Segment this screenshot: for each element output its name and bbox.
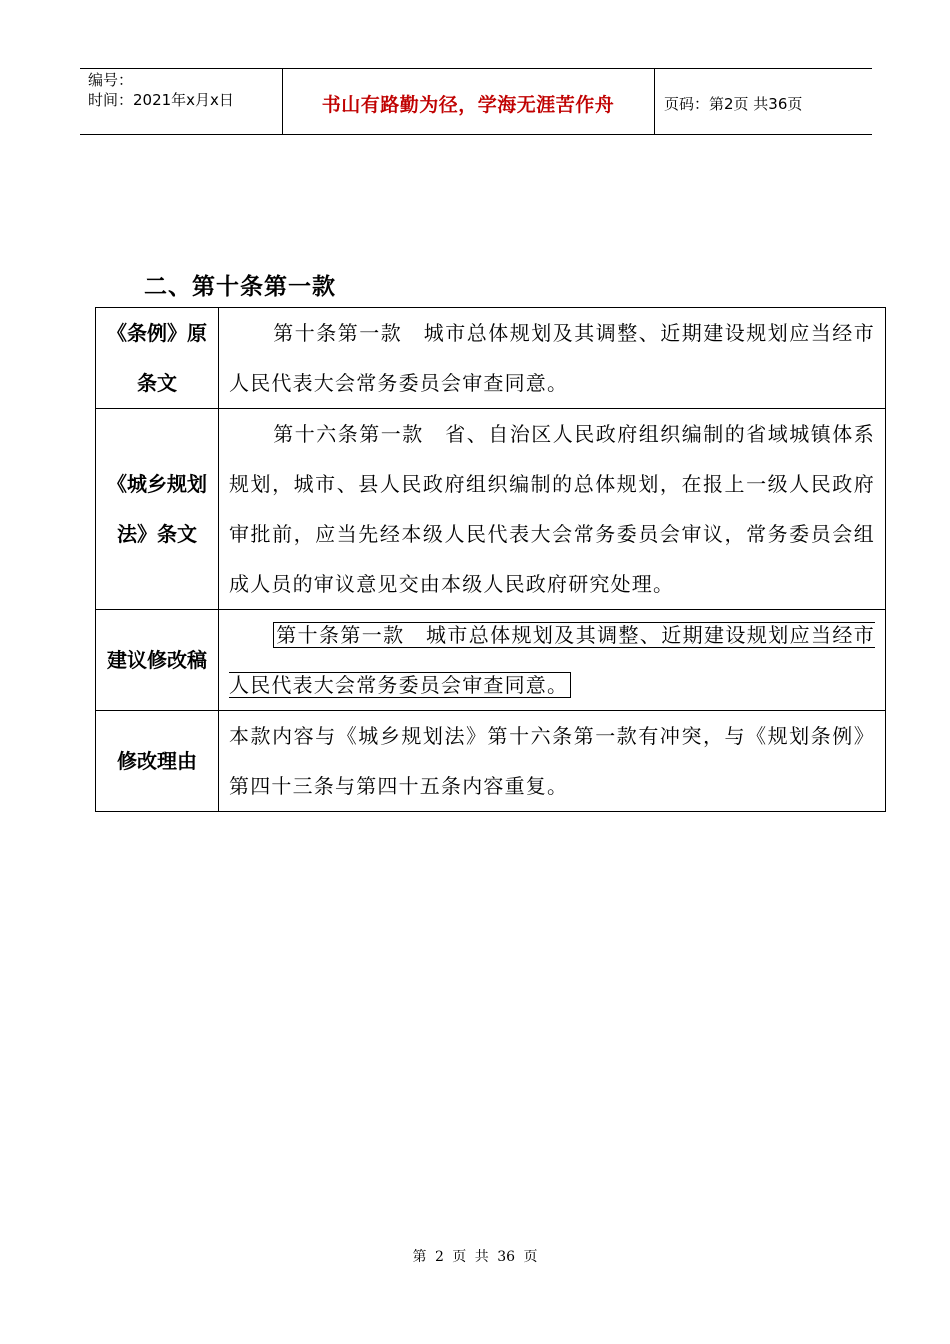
row-text-proposal xyxy=(219,610,886,711)
row-text-law xyxy=(219,409,886,610)
header-rule-top xyxy=(80,68,872,69)
comparison-table xyxy=(95,307,886,812)
header-time-label: 时间：2021年x月x日 xyxy=(88,91,234,109)
section-heading: 二、第十条第一款 xyxy=(144,274,336,300)
table-row-law xyxy=(96,409,886,610)
header-rule-bottom xyxy=(80,134,872,135)
header-number-label: 编号： xyxy=(88,71,134,89)
page-footer: 第 2 页 共 36 页 xyxy=(412,1249,538,1265)
row-label-law: 《城乡规划法》条文 xyxy=(96,409,219,610)
row-label-reason: 修改理由 xyxy=(96,711,219,812)
row-label-original: 《条例》原条文 xyxy=(96,308,219,409)
original-text: 第十条第一款 城市总体规划及其调整、近期建设规划应当经市人民代表大会常务委员会审查同意。 xyxy=(229,321,875,395)
proposal-text: 第十条第一款 城市总体规划及其调整、近期建设规划应当经市人民代表大会常务委员会审查同意。 xyxy=(229,623,875,697)
header-page-info: 页码：第2页 共36页 xyxy=(664,95,803,113)
table-row-original xyxy=(96,308,886,409)
row-text-original xyxy=(219,308,886,409)
header-meta xyxy=(88,70,234,110)
header-motto: 书山有路勤为径，学海无涯苦作舟 xyxy=(321,94,615,116)
table-row-reason xyxy=(96,711,886,812)
header-divider-right xyxy=(654,68,655,134)
table-row-proposal xyxy=(96,610,886,711)
law-text: 第十六条第一款 省、自治区人民政府组织编制的省域城镇体系规划，城市、县人民政府组织编制的总体规划，在报上一级人民政府审批前，应当先经本级人民代表大会常务委员会审议，常务委员会组成人员的审议意见交由本级人民政府研究处理。 xyxy=(229,422,875,596)
row-label-proposal: 建议修改稿 xyxy=(96,610,219,711)
row-text-reason: 本款内容与《城乡规划法》第十六条第一款有冲突，与《规划条例》第四十三条与第四十五条内容重复。 xyxy=(219,711,886,812)
